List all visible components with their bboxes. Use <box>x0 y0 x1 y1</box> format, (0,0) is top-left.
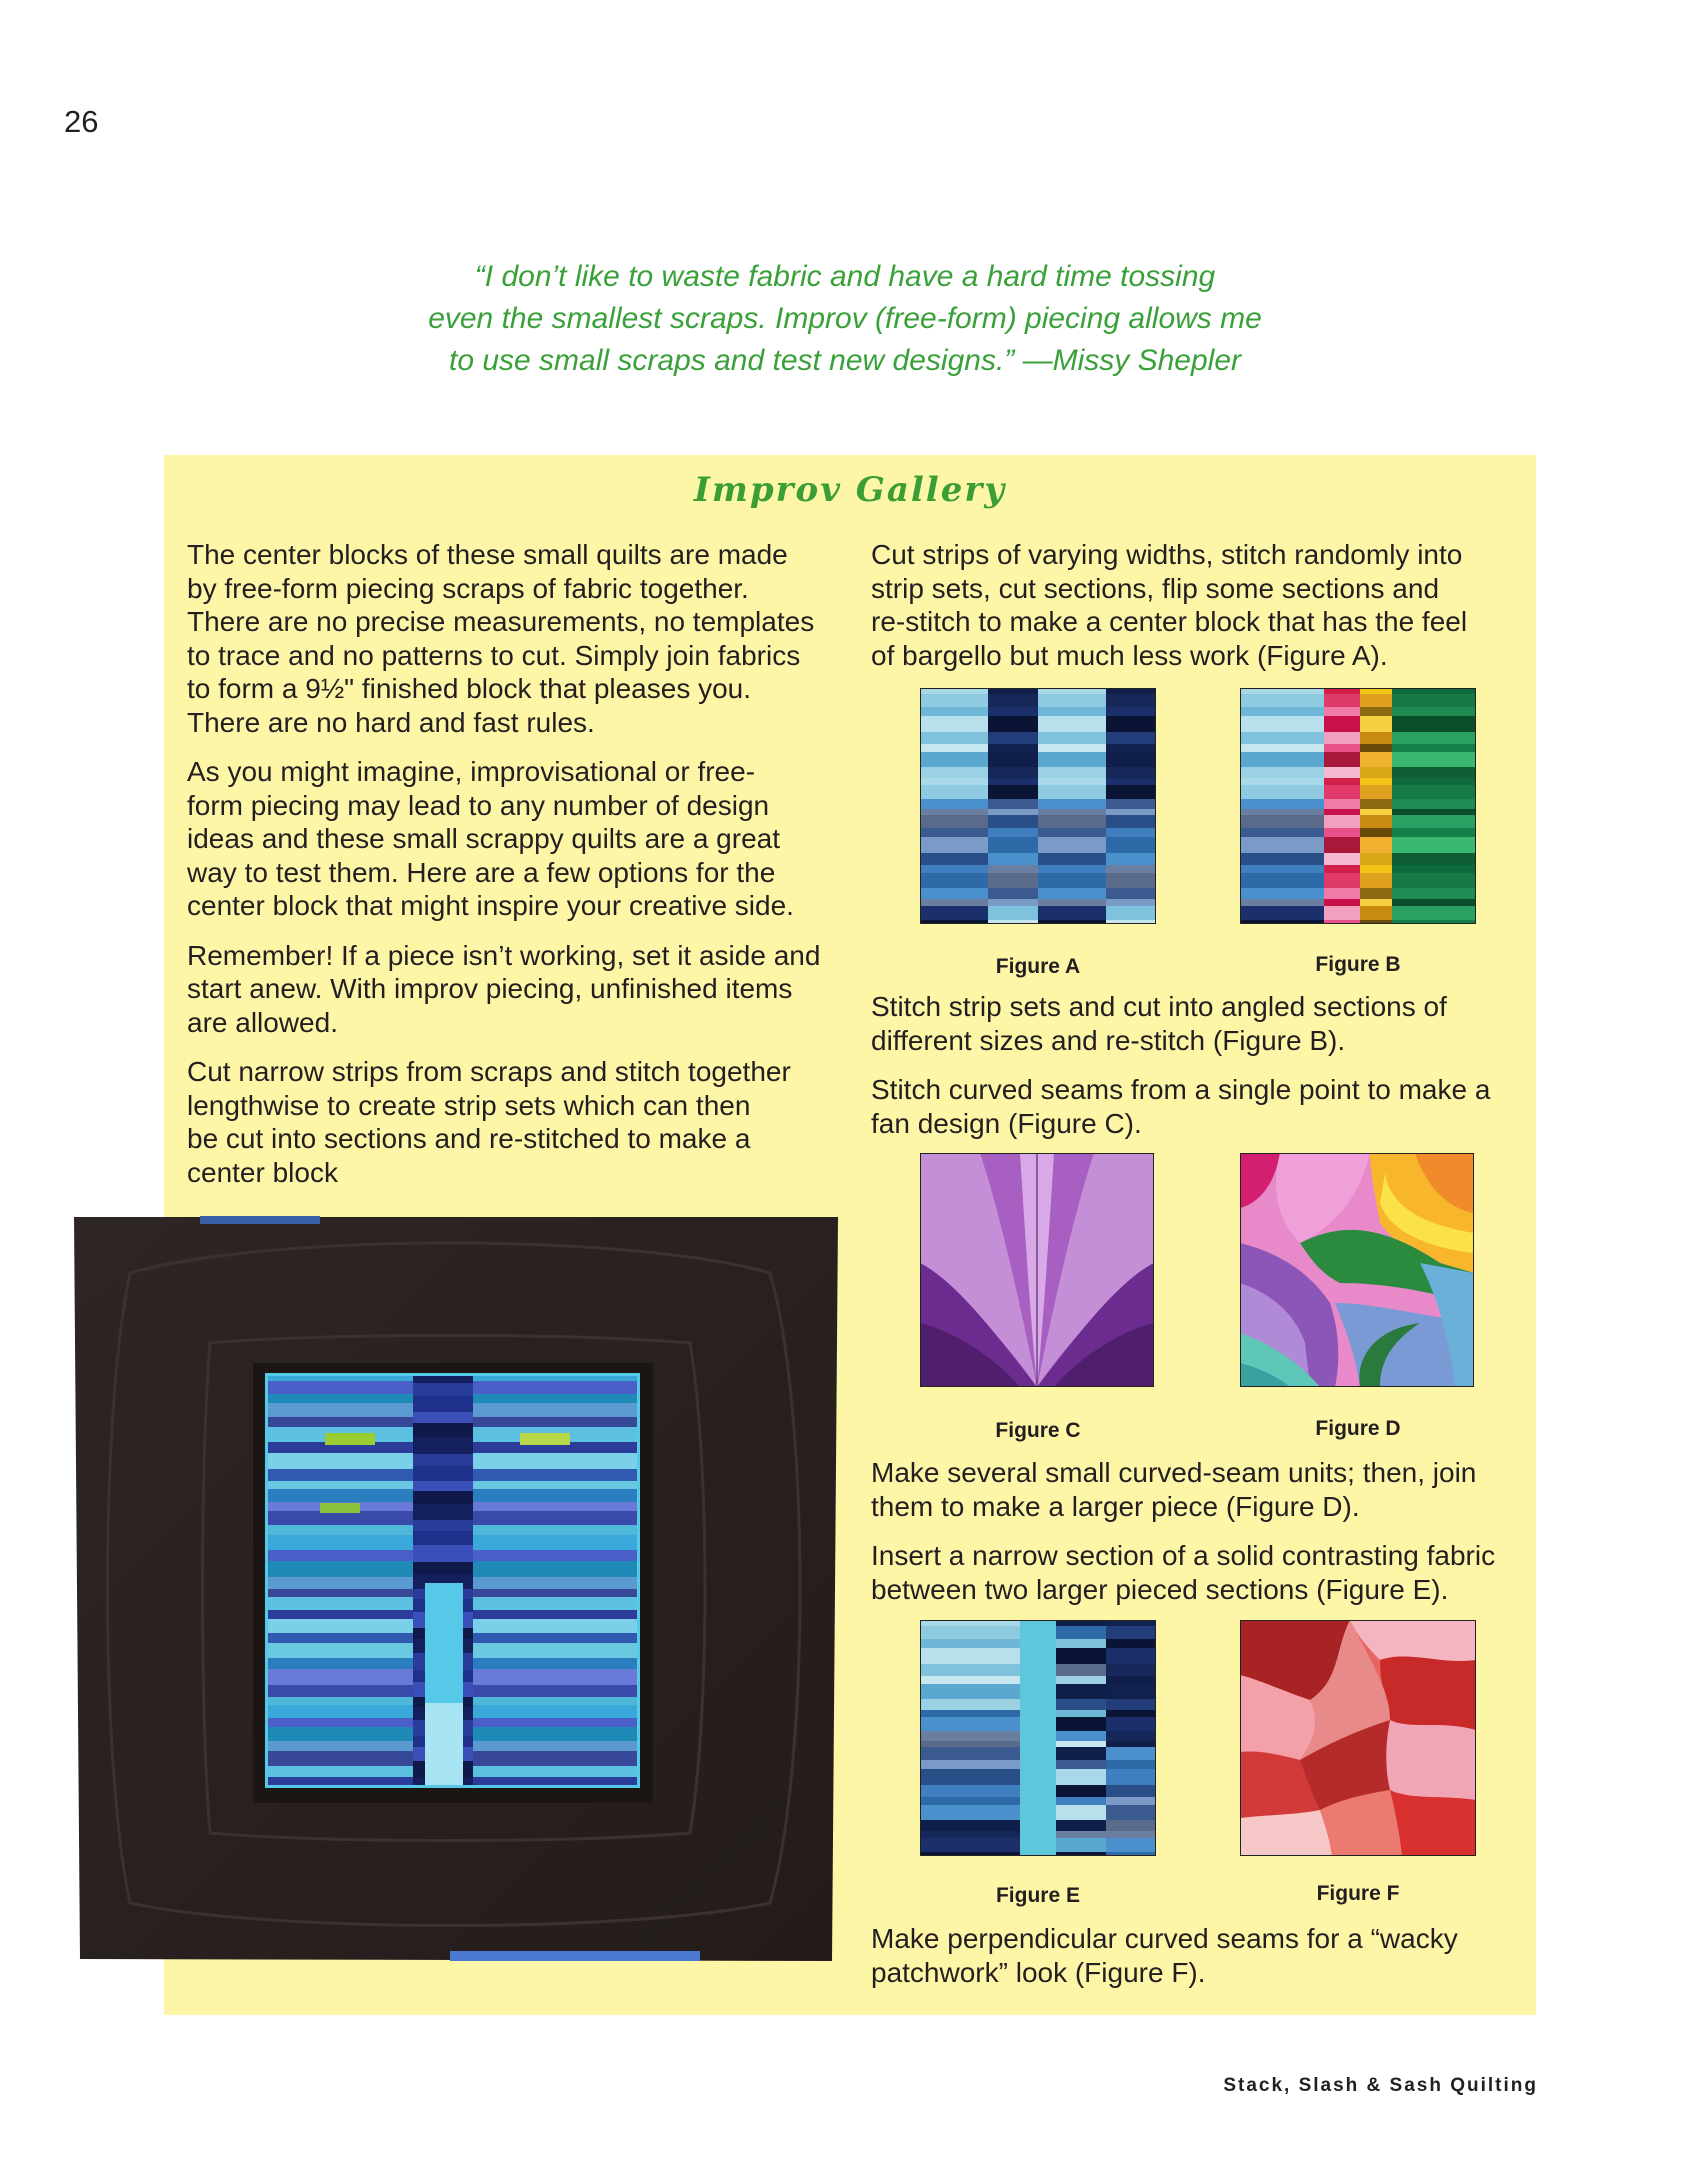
text-line: As you might imagine, improvisational or free- <box>187 756 756 787</box>
text-line: start anew. With improv piecing, unfinished items <box>187 973 793 1004</box>
text-line: Cut strips of varying widths, stitch randomly into <box>871 539 1463 570</box>
text-line: lengthwise to create strip sets which can then <box>187 1089 751 1121</box>
page-number: 26 <box>64 104 99 139</box>
figure-a-image <box>920 688 1156 924</box>
gallery-title: Improv Gallery <box>693 470 1007 510</box>
figure-d-caption: Figure D <box>1315 1417 1401 1440</box>
text-line: The center blocks of these small quilts are made <box>187 539 788 570</box>
text-line: Remember! If a piece isn’t working, set it aside and <box>187 939 821 971</box>
text-line: Stitch curved seams from a single point to make a <box>871 1074 1491 1105</box>
figure-e-caption: Figure E <box>995 1884 1080 1907</box>
text-line: are allowed. <box>187 1006 338 1038</box>
figure-c-image <box>920 1153 1154 1387</box>
paragraph-figure-c <box>871 1073 1531 1140</box>
figure-f-image <box>1240 1620 1476 1856</box>
text-line: Make several small curved-seam units; then, join <box>871 1457 1477 1488</box>
text-line: Stitch strip sets and cut into angled sections of <box>871 991 1447 1022</box>
paragraph <box>187 755 847 923</box>
text-line: Insert a narrow section of a solid contrasting fabric <box>871 1540 1496 1571</box>
paragraph <box>187 939 847 1040</box>
text-line: to form a 9½" finished block that pleases you. <box>187 673 752 704</box>
figure-d-image <box>1240 1153 1474 1387</box>
running-footer: Stack, Slash & Sash Quilting <box>1223 2075 1538 2096</box>
text-line: center block <box>187 1156 338 1188</box>
text-line: different sizes and re-stitch (Figure B). <box>871 1024 1346 1056</box>
paragraph <box>187 538 847 739</box>
text-line: There are no hard and fast rules. <box>187 706 595 738</box>
paragraph-figure-b <box>871 990 1531 1057</box>
paragraph <box>871 538 1541 672</box>
text-line: fan design (Figure C). <box>871 1107 1142 1139</box>
text-line: by free-form piecing scraps of fabric together. <box>187 572 749 604</box>
paragraph-figure-f <box>871 1922 1531 1989</box>
figure-f-caption: Figure F <box>1316 1882 1400 1905</box>
text-line: center block that might inspire your creative side. <box>187 890 794 921</box>
figure-c-caption: Figure C <box>995 1419 1081 1442</box>
text-line: strip sets, cut sections, flip some sections and <box>871 572 1440 604</box>
text-line: of bargello but much less work (Figure A). <box>871 639 1388 671</box>
figure-a-caption: Figure A <box>995 955 1081 978</box>
text-line: There are no precise measurements, no templates <box>187 606 815 637</box>
text-line: them to make a larger piece (Figure D). <box>871 1490 1360 1522</box>
left-column <box>187 538 847 1205</box>
quilt-photo <box>70 1213 840 1963</box>
right-column-intro <box>871 538 1541 688</box>
quote-line: to use small scraps and test new designs.” —Missy Shepler <box>449 344 1241 377</box>
text-line: be cut into sections and re-stitched to make a <box>187 1123 751 1154</box>
text-line: form piecing may lead to any number of design <box>187 789 770 821</box>
text-line: Cut narrow strips from scraps and stitch together <box>187 1056 791 1087</box>
text-line: re-stitch to make a center block that has the feel <box>871 606 1468 637</box>
pull-quote <box>380 256 1310 382</box>
text-line: way to test them. Here are a few options for the <box>187 856 776 888</box>
text-line: to trace and no patterns to cut. Simply join fabrics <box>187 639 801 671</box>
text-line: between two larger pieced sections (Figure E). <box>871 1573 1449 1605</box>
figure-b-image <box>1240 688 1476 924</box>
quote-line: even the smallest scraps. Improv (free-form) piecing allows me <box>428 302 1262 335</box>
figure-b-caption: Figure B <box>1315 953 1401 976</box>
quote-line: “I don’t like to waste fabric and have a hard time tossing <box>474 260 1216 293</box>
text-line: Make perpendicular curved seams for a “wacky <box>871 1923 1458 1954</box>
paragraph-figure-e <box>871 1539 1541 1606</box>
paragraph-figure-d <box>871 1456 1531 1523</box>
paragraph <box>187 1055 847 1189</box>
text-line: patchwork” look (Figure F). <box>871 1956 1206 1988</box>
figure-e-image <box>920 1620 1156 1856</box>
text-line: ideas and these small scrappy quilts are a great <box>187 823 780 854</box>
